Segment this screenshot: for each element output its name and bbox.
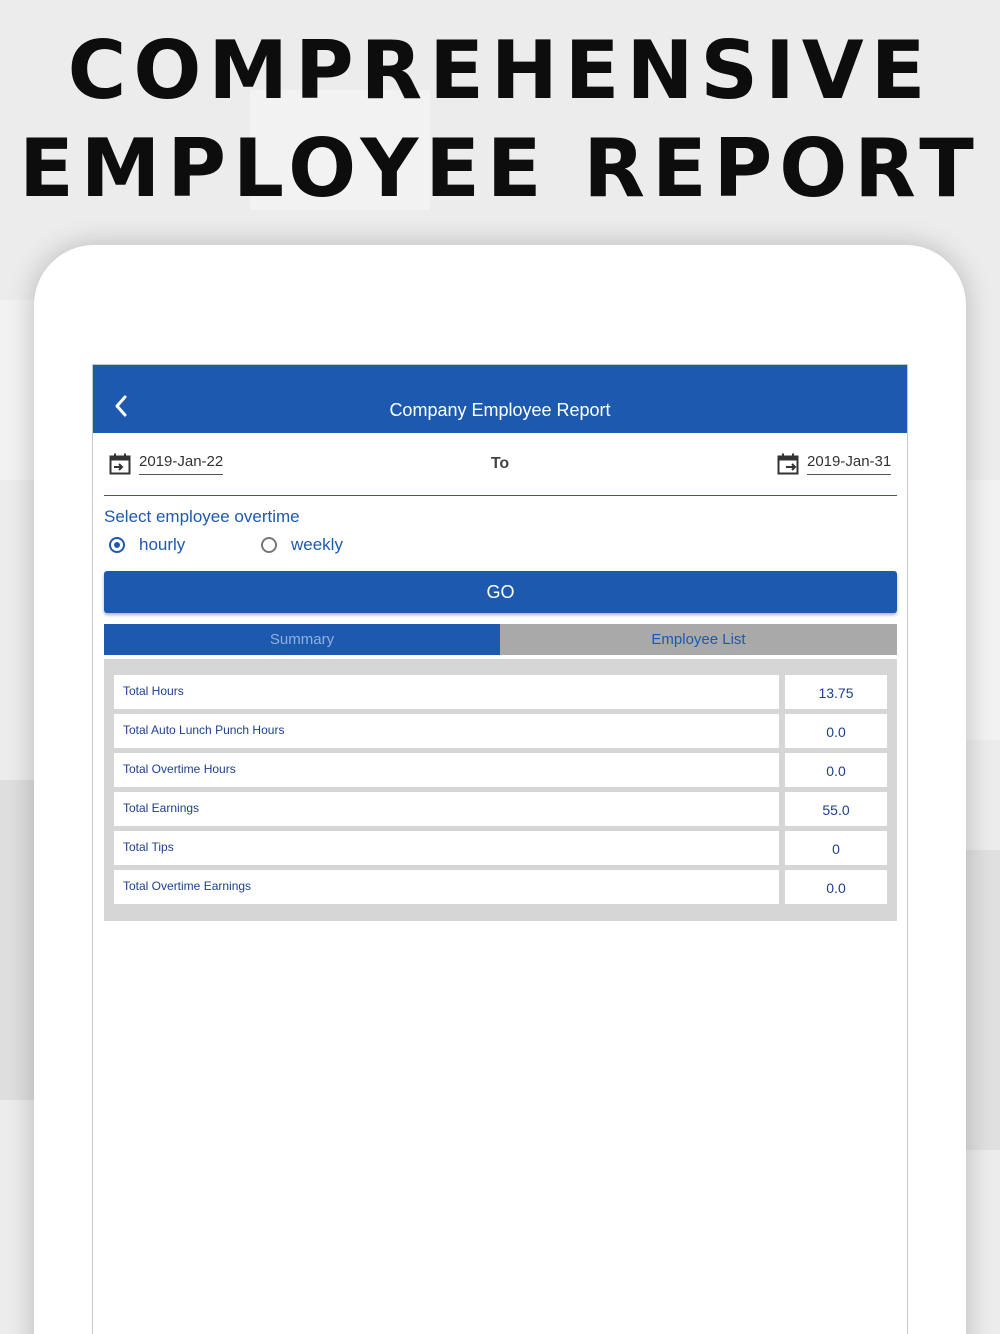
summary-table: [104, 659, 897, 921]
table-row: [114, 675, 887, 709]
marketing-headline: [0, 22, 1000, 218]
row-value: 0.0: [785, 870, 887, 904]
end-date-field[interactable]: 2019-Jan-31: [807, 453, 891, 475]
tab-summary[interactable]: Summary: [104, 624, 500, 655]
navigation-bar: [93, 365, 907, 433]
table-row: [114, 753, 887, 787]
date-range-row: [93, 445, 907, 489]
row-label: Total Tips: [114, 831, 779, 865]
row-label: Total Auto Lunch Punch Hours: [114, 714, 779, 748]
row-label: Total Hours: [114, 675, 779, 709]
calendar-out-icon[interactable]: [777, 453, 799, 475]
headline-line-2: EMPLOYEE REPORT: [19, 122, 981, 215]
headline-line-1: COMPREHENSIVE: [67, 24, 933, 117]
start-date-field[interactable]: 2019-Jan-22: [139, 453, 223, 475]
table-row: [114, 714, 887, 748]
go-button[interactable]: GO: [104, 571, 897, 613]
table-row: [114, 792, 887, 826]
row-value: 13.75: [785, 675, 887, 709]
radio-hourly-label[interactable]: hourly: [139, 535, 186, 554]
app-screen: [92, 364, 908, 1334]
date-separator-label: To: [490, 455, 510, 472]
radio-weekly-label[interactable]: weekly: [291, 535, 343, 554]
report-tabs: [104, 624, 897, 655]
row-label: Total Earnings: [114, 792, 779, 826]
row-label: Total Overtime Earnings: [114, 870, 779, 904]
radio-weekly[interactable]: [261, 537, 277, 553]
table-row: [114, 831, 887, 865]
divider: [104, 495, 897, 496]
row-value: 0.0: [785, 714, 887, 748]
row-value: 55.0: [785, 792, 887, 826]
page-title: Company Employee Report: [389, 400, 611, 420]
overtime-label: Select employee overtime: [104, 507, 300, 526]
radio-hourly[interactable]: [109, 537, 125, 553]
table-row: [114, 870, 887, 904]
row-value: 0.0: [785, 753, 887, 787]
row-label: Total Overtime Hours: [114, 753, 779, 787]
row-value: 0: [785, 831, 887, 865]
tab-employee-list[interactable]: Employee List: [500, 624, 897, 655]
